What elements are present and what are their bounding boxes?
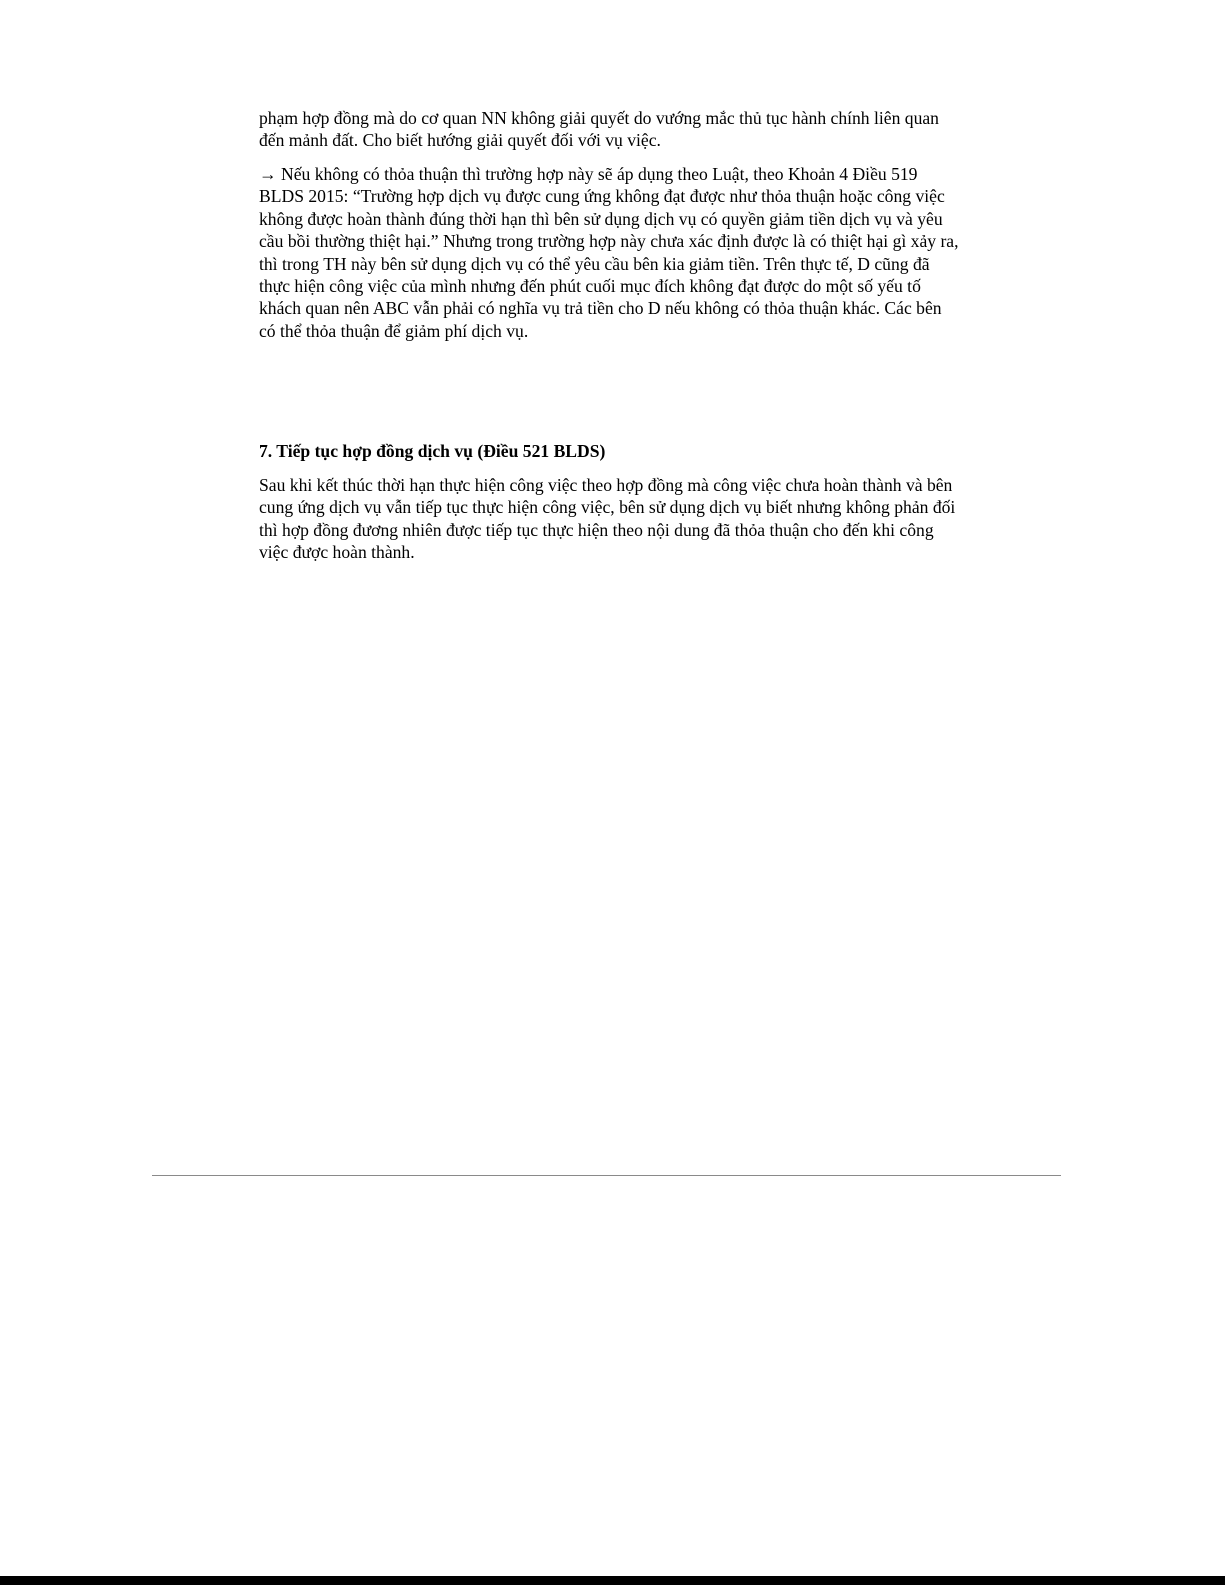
section-heading: 7. Tiếp tục hợp đồng dịch vụ (Điều 521 BLDS) <box>259 441 606 461</box>
paragraph-answer: → Nếu không có thỏa thuận thì trường hợp này sẽ áp dụng theo Luật, theo Khoản 4 Điều 519 BLDS 2015: “Trường hợp dịch vụ được cung ứng không đạt được như thỏa thuận hoặc công việc không được hoàn thành đúng thời hạn thì bên sử dụng dịch vụ có quyền giảm tiền dịch vụ và yêu cầu bồi thường thiệt hại.” Nhưng trong trường hợp này chưa xác định được là có thiệt hại gì xảy ra, thì trong TH này bên sử dụng dịch vụ có thể yêu cầu bên kia giảm tiền. Trên thực tế, D cũng đã thực hiện công việc của mình nhưng đến phút cuối mục đích không đạt được do một số yếu tố khách quan nên ABC vẫn phải có nghĩa vụ trả tiền cho D nếu không có thỏa thuận khác. Các bên có thể thỏa thuận để giảm phí dịch vụ. <box>259 164 959 341</box>
page-bottom-edge <box>0 1576 1225 1585</box>
page-divider <box>152 1175 1061 1176</box>
paragraph-intro: phạm hợp đồng mà do cơ quan NN không giải quyết do vướng mắc thủ tục hành chính liên quan đến mảnh đất. Cho biết hướng giải quyết đối với vụ việc. <box>259 108 939 151</box>
paragraph-article-521: Sau khi kết thúc thời hạn thực hiện công việc theo hợp đồng mà công việc chưa hoàn thành và bên cung ứng dịch vụ vẫn tiếp tục thực hiện công việc, bên sử dụng dịch vụ biết nhưng không phản đối thì hợp đồng đương nhiên được tiếp tục thực hiện theo nội dung đã thỏa thuận cho đến khi công việc được hoàn thành. <box>259 475 956 563</box>
